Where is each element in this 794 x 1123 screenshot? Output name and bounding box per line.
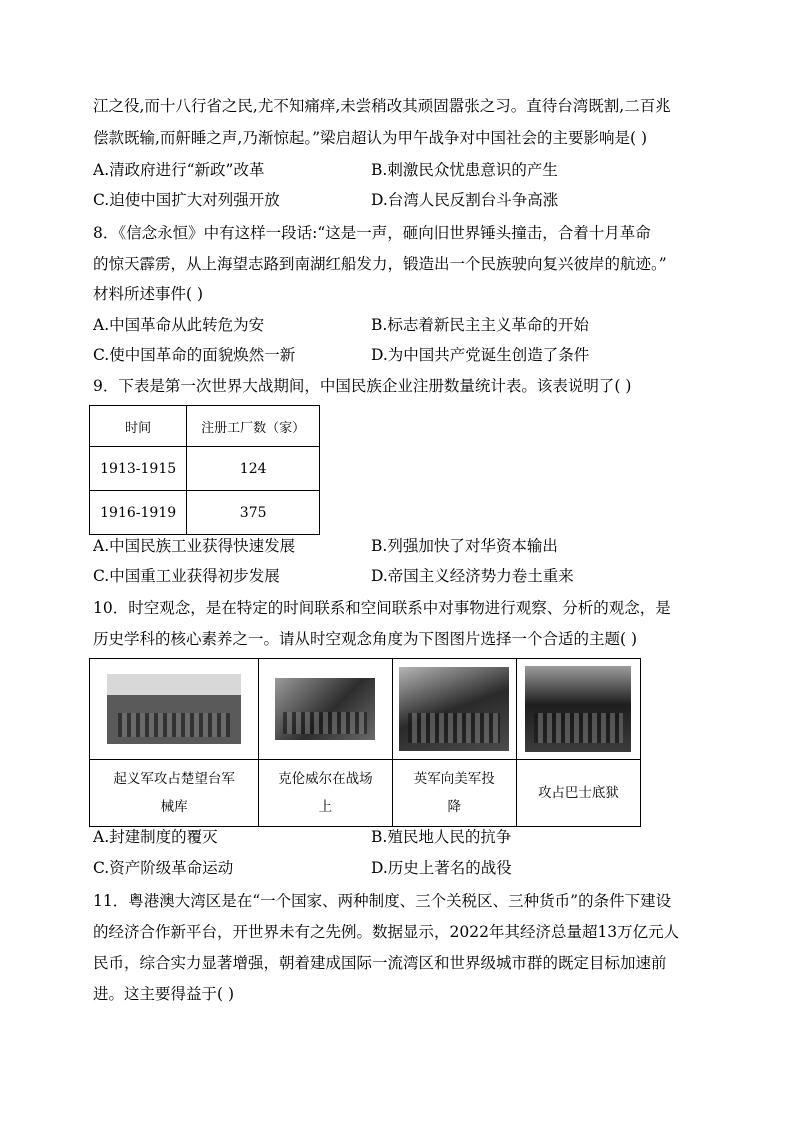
- image-cell: [516, 659, 640, 760]
- historical-photo: [275, 678, 375, 740]
- q7-option-a[interactable]: A.清政府进行“新政”改革: [93, 161, 265, 179]
- q10-option-b[interactable]: B.殖民地人民的抗争: [371, 828, 512, 846]
- caption-line: 克伦威尔在战场: [278, 771, 373, 787]
- caption-cell: [259, 760, 392, 827]
- table-cell-count: 124: [187, 447, 320, 491]
- caption-line: 上: [318, 799, 333, 815]
- q10-text-line2: 历史学科的核心素养之一。请从时空观念角度为下图图片选择一个合适的主题( ): [93, 630, 638, 648]
- caption-line: 攻占巴士底狱: [537, 785, 619, 801]
- q10-text-line1: 10．时空观念，是在特定的时间联系和空间联系中对事物进行观察、分析的观念，是: [93, 599, 671, 617]
- q9-text-line1: 9．下表是第一次世界大战期间，中国民族企业注册数量统计表。该表说明了( ): [93, 377, 632, 395]
- caption-line: 英军向美军投: [413, 771, 495, 787]
- caption-line: 降: [447, 799, 461, 815]
- caption-line: 械库: [160, 799, 188, 815]
- q7-option-d[interactable]: D.台湾人民反割台斗争高涨: [371, 191, 559, 209]
- table-header-row: [90, 406, 320, 447]
- historical-photo: [107, 674, 241, 744]
- table-header-count: 注册工厂数（家）: [187, 406, 320, 447]
- q11-text-line1: 11．粤港澳大湾区是在“一个国家、两种制度、三个关税区、三种货币”的条件下建设: [93, 892, 672, 910]
- q7-option-c[interactable]: C.迫使中国扩大对列强开放: [93, 191, 280, 209]
- table-row: [90, 447, 320, 491]
- q9-option-b[interactable]: B.列强加快了对华资本输出: [371, 537, 558, 555]
- image-cell: [259, 659, 392, 760]
- caption-row: [90, 760, 641, 827]
- table-row: [90, 491, 320, 535]
- table-cell-period: 1916-1919: [90, 491, 187, 535]
- q10-option-d[interactable]: D.历史上著名的战役: [371, 859, 512, 877]
- caption-line: 起义军攻占楚望台军: [113, 771, 235, 787]
- image-cell: [90, 659, 259, 760]
- q9-option-c[interactable]: C.中国重工业获得初步发展: [93, 567, 280, 585]
- q11-text-line4: 进。这主要得益于( ): [93, 985, 235, 1003]
- q9-option-d[interactable]: D.帝国主义经济势力卷土重来: [371, 567, 574, 585]
- image-cell: [392, 659, 516, 760]
- q8-text-line2: 的惊天霹雳，从上海望志路到南湖红船发力，锻造出一个民族驶向复兴彼岸的航迹。”: [93, 255, 667, 273]
- table-cell-period: 1913-1915: [90, 447, 187, 491]
- q11-text-line2: 的经济合作新平台，开世界未有之先例。数据显示，2022年其经济总量超13万亿元人: [93, 923, 680, 941]
- table-header-time: 时间: [90, 406, 187, 447]
- historical-photo: [525, 666, 631, 752]
- q8-option-b[interactable]: B.标志着新民主主义革命的开始: [371, 316, 589, 334]
- caption-cell: [516, 760, 640, 827]
- caption-cell: [392, 760, 516, 827]
- q7-text-line2: 偿款既输,而鼾睡之声,乃渐惊起。”梁启超认为甲午战争对中国社会的主要影响是( ): [93, 129, 648, 147]
- q11-text-line3: 民币，综合实力显著增强，朝着建成国际一流湾区和世界级城市群的既定目标加速前: [93, 954, 667, 972]
- q7-text-line1: 江之役,而十八行省之民,尤不知痛痒,未尝稍改其顽固嚣张之习。直待台湾既割,二百兆: [93, 97, 671, 115]
- q8-text-line3: 材料所述事件( ): [93, 285, 204, 303]
- image-row: [90, 659, 641, 760]
- q10-option-c[interactable]: C.资产阶级革命运动: [93, 859, 234, 877]
- q8-option-c[interactable]: C.使中国革命的面貌焕然一新: [93, 346, 296, 364]
- historical-photo: [399, 667, 509, 751]
- q10-option-a[interactable]: A.封建制度的覆灭: [93, 828, 218, 846]
- q7-option-b[interactable]: B.刺激民众忧患意识的产生: [371, 161, 558, 179]
- table-cell-count: 375: [187, 491, 320, 535]
- q8-option-d[interactable]: D.为中国共产党诞生创造了条件: [371, 346, 590, 364]
- q8-text-line1: 8．《信念永恒》中有这样一段话:“这是一声，砸向旧世界锤头撞击，合着十月革命: [93, 224, 651, 242]
- q9-option-a[interactable]: A.中国民族工业获得快速发展: [93, 537, 296, 555]
- caption-cell: [90, 760, 259, 827]
- q10-image-table: [89, 658, 641, 827]
- q8-option-a[interactable]: A.中国革命从此转危为安: [93, 316, 265, 334]
- q9-data-table: [89, 405, 320, 535]
